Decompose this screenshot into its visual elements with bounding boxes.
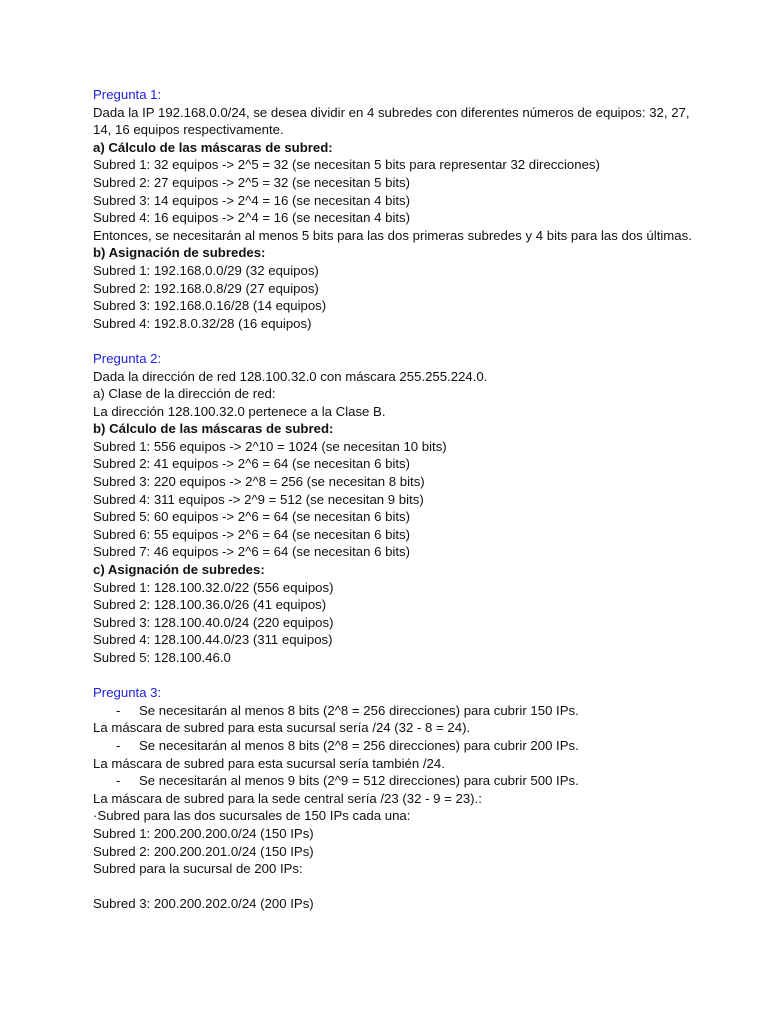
- spacer: [93, 332, 693, 350]
- q3-bullet-text: Se necesitarán al menos 8 bits (2^8 = 256 direcciones) para cubrir 200 IPs.: [139, 737, 579, 753]
- q2-c-line: Subred 4: 128.100.44.0/23 (311 equipos): [93, 632, 333, 648]
- q3-subnet-line: Subred 3: 200.200.202.0/24 (200 IPs): [93, 896, 314, 912]
- q1-a-line: Subred 3: 14 equipos -> 2^4 = 16 (se necesitan 4 bits): [93, 192, 411, 208]
- q1-b-line: Subred 3: 192.168.0.16/28 (14 equipos): [93, 298, 327, 314]
- q1-b-line: Subred 1: 192.168.0.0/29 (32 equipos): [93, 262, 319, 278]
- document-body: [93, 86, 693, 913]
- q1-b-line: Subred 4: 192.8.0.32/28 (16 equipos): [93, 315, 312, 331]
- q3-text: La máscara de subred para esta sucursal sería también /24.: [93, 755, 445, 771]
- q1-conclusion: Entonces, se necesitarán al menos 5 bits para las dos primeras subredes y 4 bits para las dos últimas.: [93, 227, 692, 243]
- q3-text: Subred para la sucursal de 200 IPs:: [93, 861, 303, 877]
- q2-b-line: Subred 7: 46 equipos -> 2^6 = 64 (se necesitan 6 bits): [93, 544, 411, 560]
- q2-c-title: c) Asignación de subredes:: [93, 562, 265, 578]
- spacer: [93, 878, 693, 896]
- q3-title: Pregunta 3:: [93, 685, 162, 701]
- q1-b-title: b) Asignación de subredes:: [93, 245, 266, 261]
- q2-c-line: Subred 2: 128.100.36.0/26 (41 equipos): [93, 597, 327, 613]
- q2-a-text: La dirección 128.100.32.0 pertenece a la Clase B.: [93, 403, 386, 419]
- q1-title: Pregunta 1:: [93, 87, 162, 102]
- bullet-dash: -: [116, 702, 121, 718]
- q3-text: ·Subred para las dos sucursales de 150 IPs cada una:: [93, 808, 411, 824]
- q1-a-line: Subred 2: 27 equipos -> 2^5 = 32 (se necesitan 5 bits): [93, 174, 411, 190]
- q2-c-line: Subred 1: 128.100.32.0/22 (556 equipos): [93, 579, 334, 595]
- q1-a-line: Subred 4: 16 equipos -> 2^4 = 16 (se necesitan 4 bits): [93, 210, 411, 226]
- q2-a-title: a) Clase de la dirección de red:: [93, 386, 276, 402]
- q2-b-line: Subred 5: 60 equipos -> 2^6 = 64 (se necesitan 6 bits): [93, 509, 411, 525]
- q3-bullet-item: [93, 772, 693, 790]
- q2-b-title: b) Cálculo de las máscaras de subred:: [93, 421, 334, 437]
- q1-a-title: a) Cálculo de las máscaras de subred:: [93, 139, 333, 155]
- q3-text: La máscara de subred para la sede central sería /23 (32 - 9 = 23).:: [93, 790, 482, 806]
- q1-intro: Dada la IP 192.168.0.0/24, se desea dividir en 4 subredes con diferentes números de equipos: 32, 27, 14, 16 equipos respectivamente.: [93, 104, 690, 138]
- q3-bullet-text: Se necesitarán al menos 9 bits (2^9 = 512 direcciones) para cubrir 500 IPs.: [139, 773, 579, 789]
- q2-c-line: Subred 3: 128.100.40.0/24 (220 equipos): [93, 614, 334, 630]
- q1-a-line: Subred 1: 32 equipos -> 2^5 = 32 (se necesitan 5 bits para representar 32 direcciones): [93, 157, 600, 173]
- q2-b-line: Subred 1: 556 equipos -> 2^10 = 1024 (se necesitan 10 bits): [93, 438, 447, 454]
- q2-b-line: Subred 4: 311 equipos -> 2^9 = 512 (se necesitan 9 bits): [93, 491, 424, 507]
- q2-title: Pregunta 2:: [93, 350, 162, 366]
- bullet-dash: -: [116, 737, 121, 753]
- q3-bullet-item: [93, 737, 693, 755]
- q2-intro: Dada la dirección de red 128.100.32.0 con máscara 255.255.224.0.: [93, 368, 488, 384]
- bullet-dash: -: [116, 773, 121, 789]
- q3-subnet-line: Subred 2: 200.200.201.0/24 (150 IPs): [93, 843, 314, 859]
- spacer: [93, 667, 693, 685]
- q2-b-line: Subred 3: 220 equipos -> 2^8 = 256 (se necesitan 8 bits): [93, 474, 425, 490]
- q2-b-line: Subred 2: 41 equipos -> 2^6 = 64 (se necesitan 6 bits): [93, 456, 411, 472]
- q1-b-line: Subred 2: 192.168.0.8/29 (27 equipos): [93, 280, 319, 296]
- q3-subnet-line: Subred 1: 200.200.200.0/24 (150 IPs): [93, 825, 314, 841]
- q2-b-line: Subred 6: 55 equipos -> 2^6 = 64 (se necesitan 6 bits): [93, 526, 411, 542]
- q3-bullet-item: [93, 702, 693, 720]
- q3-text: La máscara de subred para esta sucursal sería /24 (32 - 8 = 24).: [93, 720, 471, 736]
- q3-bullet-text: Se necesitarán al menos 8 bits (2^8 = 256 direcciones) para cubrir 150 IPs.: [139, 702, 579, 718]
- q2-c-line: Subred 5: 128.100.46.0: [93, 650, 231, 665]
